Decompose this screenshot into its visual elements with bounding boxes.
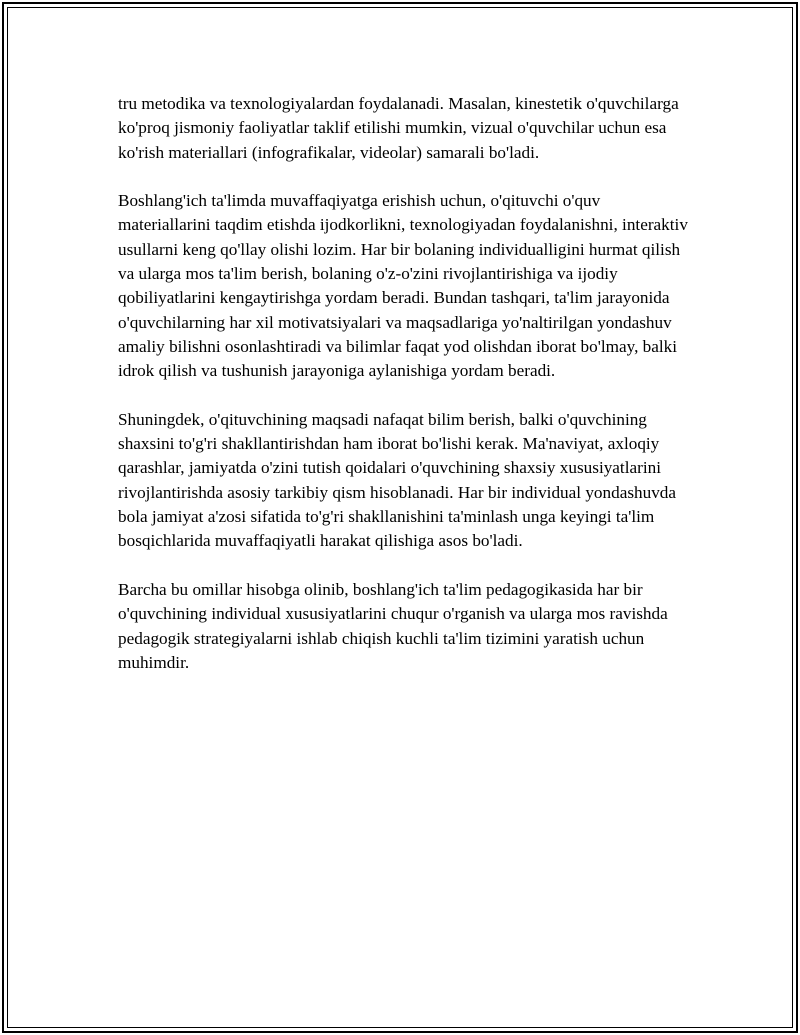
- paragraph-3: Shuningdek, o'qituvchining maqsadi nafaqat bilim berish, balki o'quvchining shaxsini to'g'ri shakllantirishdan ham iborat bo'lishi kerak. Ma'naviyat, axloqiy qarashlar, jamiyatda o'zini tutish qoidalari o'quvchining shaxsiy xususiyatlarini rivojlantirishda asosiy tarkibiy qism hisoblanadi. Har bir individual yondashuvda bola jamiyat a'zosi sifatida to'g'ri shakllanishini ta'minlash unga keyingi ta'lim bosqichlarida muvaffaqiyatli harakat qilishiga asos bo'ladi.: [118, 409, 677, 551]
- document-body: [118, 92, 688, 699]
- paragraph-2: Boshlang'ich ta'limda muvaffaqiyatga erishish uchun, o'qituvchi o'quv materiallarini taqdim etishda ijodkorlikni, texnologiyadan foydalanishni, interaktiv usullarni keng qo'llay olishi lozim. Har bir bolaning individualligini hurmat qilish va ularga mos ta'lim berish, bolaning o'z-o'zini rivojlantirishiga va ijodiy qobiliyatlarini kengaytirishga yordam beradi. Bundan tashqari, ta'lim jarayonida o'quvchilarning har xil motivatsiyalari va maqsadlariga yo'naltirilgan yondashuv amaliy bilishni osonlashtiradi va bilimlar faqat yod olishdan iborat bo'lmay, balki idrok qilish va tushunish jarayoniga aylanishiga yordam beradi.: [118, 191, 688, 381]
- paragraph-4: Barcha bu omillar hisobga olinib, boshlang'ich ta'lim pedagogikasida har bir o'quvchining individual xususiyatlarini chuqur o'rganish va ularga mos ravishda pedagogik strategiyalarni ishlab chiqish kuchli ta'lim tizimini yaratish uchun muhimdir.: [118, 579, 668, 672]
- paragraph-1: tru metodika va texnologiyalardan foydalanadi. Masalan, kinestetik o'quvchilarga ko'proq jismoniy faoliyatlar taklif etilishi mumkin, vizual o'quvchilar uchun esa ko'rish materiallari (infografikalar, videolar) samarali bo'ladi.: [118, 94, 679, 162]
